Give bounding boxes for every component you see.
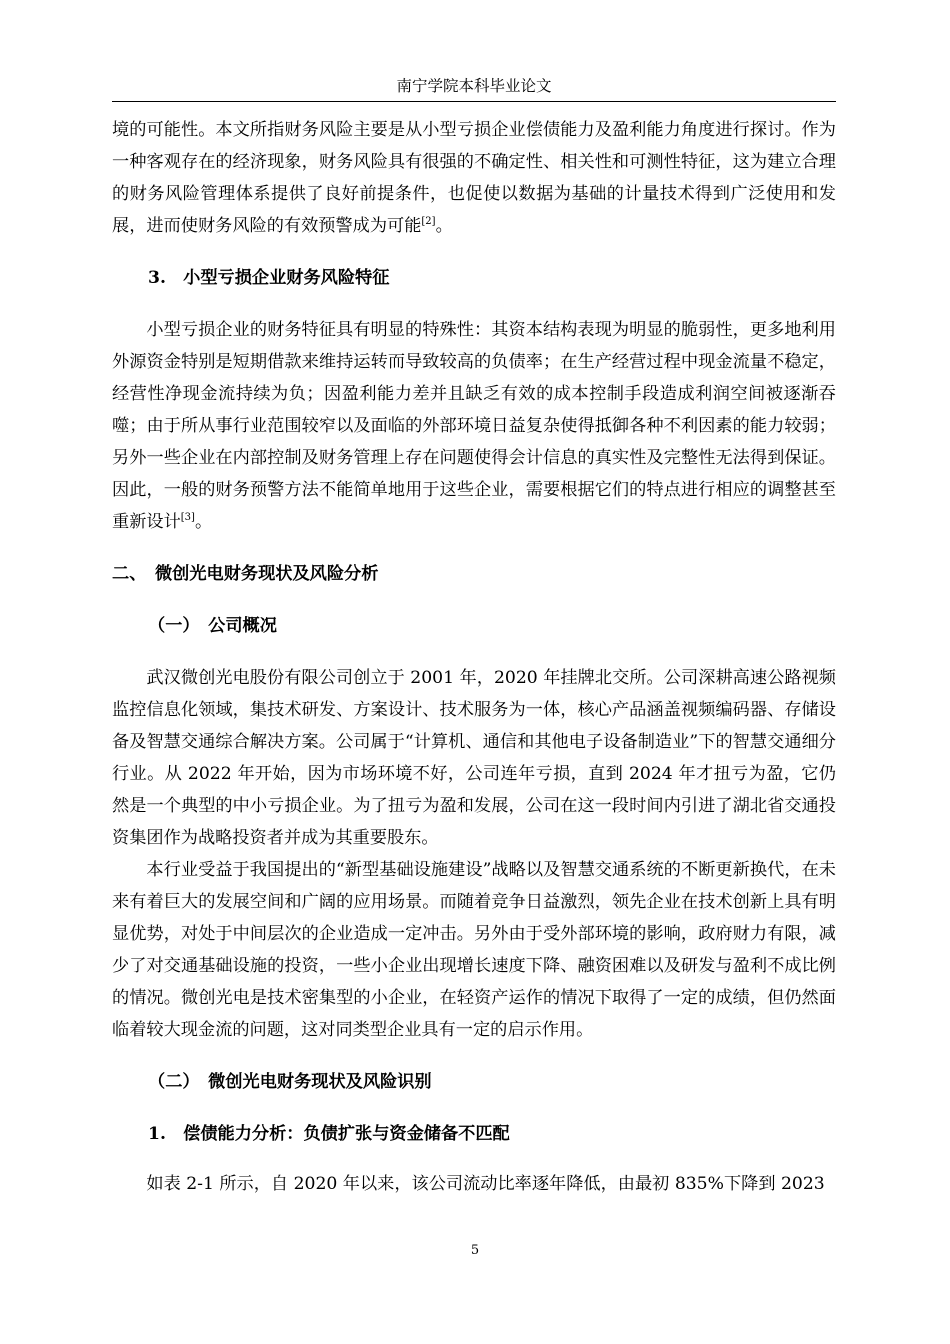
heading-company-overview: （一） 公司概况: [148, 616, 277, 636]
paragraph-end: 。: [194, 512, 213, 532]
paragraph-end: 。: [435, 216, 453, 236]
heading-small-loss-features: 3. 小型亏损企业财务风险特征: [148, 268, 390, 288]
paragraph-text: 境的可能性。本文所指财务风险主要是从小型亏损企业偿债能力及盈利能力角度进行探讨。作为一种客观存在的经济现象，财务风险具有很强的不确定性、相关性和可测性特征，这为建立合理的财务风险管理体系提供了良好前提条件，也促使以数据为基础的计量技术得到广泛使用和发展，进而使财务风险的有效预警成为可能: [112, 120, 836, 236]
page-body: [112, 114, 836, 1200]
running-header: 南宁学院本科毕业论文: [396, 77, 552, 95]
paragraph-current-ratio: 如表 2-1 所示，自 2020 年以来，该公司流动比率逐年降低，由最初 835%下降到 2023: [146, 1174, 825, 1194]
heading-financial-status: （二） 微创光电财务现状及风险识别: [148, 1072, 432, 1092]
heading-solvency: 1. 偿债能力分析：负债扩张与资金储备不匹配: [148, 1124, 510, 1144]
heading-chapter-2: 二、 微创光电财务现状及风险分析: [112, 564, 379, 584]
header-rule: [112, 101, 836, 102]
paragraph-company-profile: 武汉微创光电股份有限公司创立于 2001 年，2020 年挂牌北交所。公司深耕高速公路视频监控信息化领域，集技术研发、方案设计、技术服务为一体，核心产品涵盖视频编码器、存储设备及智慧交通综合解决方案。公司属于“计算机、通信和其他电子设备制造业”下的智慧交通细分行业。从 2022 年开始，因为市场环境不好，公司连年亏损，直到 2024 年才扭亏为盈，它仍然是一个典型的中小亏损企业。为了扭亏为盈和发展，公司在这一段时间内引进了湖北省交通投资集团作为战略投资者并成为其重要股东。: [112, 668, 836, 848]
citation-3: [3]: [180, 512, 195, 523]
paragraph-features: [112, 314, 836, 538]
paragraph-industry: 本行业受益于我国提出的“新型基础设施建设”战略以及智慧交通系统的不断更新换代，在未来有着巨大的发展空间和广阔的应用场景。而随着竞争日益激烈，领先企业在技术创新上具有明显优势，对处于中间层次的企业造成一定冲击。另外由于受外部环境的影响，政府财力有限，减少了对交通基础设施的投资，一些小企业出现增长速度下降、融资困难以及研发与盈利不成比例的情况。微创光电是技术密集型的小企业，在轻资产运作的情况下取得了一定的成绩，但仍然面临着较大现金流的问题，这对同类型企业具有一定的启示作用。: [112, 860, 836, 1040]
paragraph-text: 小型亏损企业的财务特征具有明显的特殊性：其资本结构表现为明显的脆弱性，更多地利用外源资金特别是短期借款来维持运转而导致较高的负债率；在生产经营过程中现金流量不稳定，经营性净现金流持续为负；因盈利能力差并且缺乏有效的成本控制手段造成利润空间被逐渐吞噬；由于所从事行业范围较窄以及面临的外部环境日益复杂使得抵御各种不利因素的能力较弱；另外一些企业在内部控制及财务管理上存在问题使得会计信息的真实性及完整性无法得到保证。因此，一般的财务预警方法不能简单地用于这些企业，需要根据它们的特点进行相应的调整甚至重新设计: [112, 320, 836, 532]
page-number: 5: [470, 1243, 480, 1258]
citation-2: [2]: [421, 216, 436, 227]
paragraph-risk-definition: [112, 114, 836, 242]
